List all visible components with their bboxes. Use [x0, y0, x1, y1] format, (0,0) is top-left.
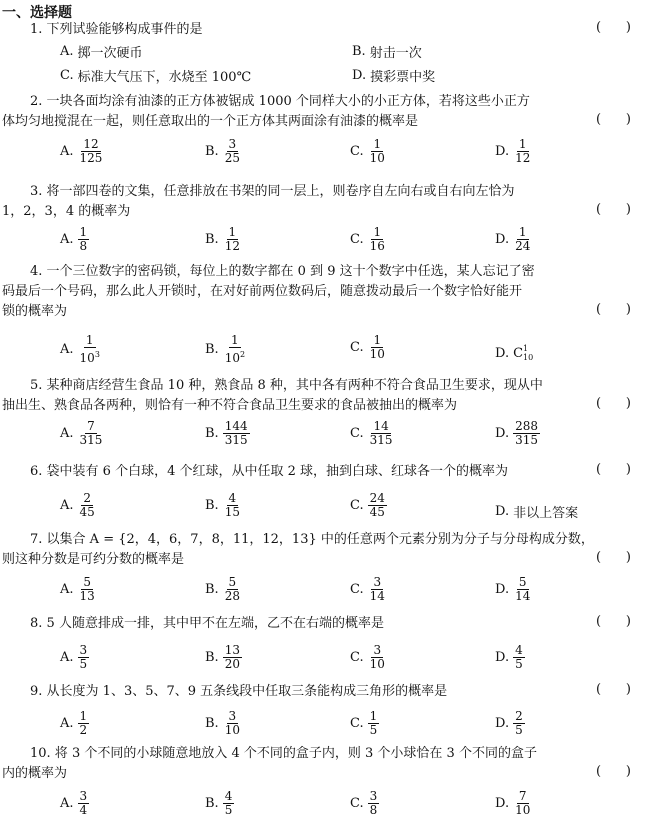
fraction-numerator: 2 [515, 709, 523, 723]
option-letter: D. [495, 232, 510, 247]
denominator-value: 12 [515, 151, 531, 165]
fraction-numerator: 2 [83, 491, 91, 505]
question-7-stem-line-1: 7. 以集合 A = {2，4，6，7，8，11，12，13} 中的任意两个元素分别为分子与分母构成分数， [30, 532, 594, 547]
fraction-denominator [368, 804, 380, 817]
denominator-value: 10 [369, 347, 385, 361]
fraction [368, 576, 387, 603]
fraction-denominator [223, 590, 242, 603]
fraction [513, 420, 540, 447]
option-letter: C. [60, 68, 74, 83]
question-5-stem-line-1: 5. 某种商店经营生食品 10 种，熟食品 8 种，其中各有两种不符合食品卫生要求，现从中 [30, 378, 543, 393]
option-letter: B. [205, 716, 219, 731]
option-letter: D. [495, 144, 510, 159]
denominator-value: 25 [224, 151, 240, 165]
option-letter: A. [60, 44, 74, 59]
denominator-value: 2 [79, 723, 88, 737]
fraction-denominator [513, 724, 525, 737]
option-d[interactable] [495, 710, 525, 737]
fraction [223, 492, 242, 519]
denominator-exponent: 2 [239, 350, 246, 359]
question-9-stem [0, 682, 640, 702]
question-4-stem-line-2: 码最后一个号码，那么此人开锁时，在对好前两位数码后，随意拨动最后一个数字恰好能开 [2, 284, 523, 299]
fraction-numerator: 12 [83, 137, 99, 151]
question-4-stem-line-3: 锁的概率为 [2, 304, 68, 319]
fraction-denominator [513, 152, 532, 165]
option-c[interactable] [350, 576, 387, 603]
fraction [223, 710, 242, 737]
fraction-numerator: 3 [369, 789, 378, 803]
fraction [223, 576, 242, 603]
option-a[interactable] [60, 710, 89, 737]
option-letter: B. [205, 426, 219, 441]
option-b[interactable] [205, 138, 242, 165]
fraction-numerator: 5 [83, 575, 91, 589]
option-b[interactable] [205, 644, 242, 671]
fraction-denominator [513, 240, 532, 253]
fraction-numerator: 3 [79, 789, 88, 803]
denominator-value: 5 [79, 657, 88, 671]
denominator-value: 10 [369, 151, 385, 165]
option-b[interactable] [205, 492, 242, 519]
fraction-numerator: 1 [79, 709, 88, 723]
fraction-denominator [223, 658, 242, 671]
combination-subscript: 10 [523, 353, 534, 362]
denominator-exponent: 3 [94, 350, 100, 359]
fraction-numerator: 7 [518, 789, 527, 803]
fraction-denominator [78, 658, 90, 671]
denominator-value: 20 [224, 657, 240, 671]
option-letter: C. [350, 340, 364, 355]
option-c[interactable] [350, 226, 387, 253]
question-10-stem-line-2: 内的概率为 [2, 766, 68, 781]
fraction [513, 226, 532, 253]
fraction-denominator [78, 590, 97, 603]
combination-superscript: 1 [523, 344, 529, 353]
denominator-value: 5 [515, 723, 523, 737]
denominator-value: 45 [79, 505, 95, 519]
fraction-numerator: 24 [369, 491, 385, 505]
option-letter: A. [60, 796, 74, 811]
question-4-stem [0, 262, 640, 322]
fraction [223, 226, 242, 253]
fraction [368, 420, 395, 447]
option-c[interactable] [350, 138, 387, 165]
question-8-stem-line-1: 8. 5 人随意排成一排，其中甲不在左端，乙不在右端的概率是 [30, 616, 384, 631]
fraction-numerator: 144 [224, 419, 248, 433]
fraction-denominator [223, 240, 242, 253]
option-letter: B. [205, 582, 219, 597]
option-letter: C. [350, 582, 364, 597]
combination-indices [523, 344, 533, 362]
denominator-value: 4 [79, 803, 88, 817]
option-a[interactable] [60, 226, 89, 253]
fraction-numerator: 7 [87, 419, 95, 433]
option-text: 非以上答案 [513, 506, 579, 521]
option-a[interactable] [60, 334, 102, 365]
fraction-numerator: 13 [224, 643, 240, 657]
option-letter: A. [60, 650, 74, 665]
question-10-stem-line-1: 10. 将 3 个不同的小球随意地放入 4 个不同的盒子内，则 3 个小球恰在 3 个不同的盒子 [30, 746, 537, 761]
fraction [368, 492, 387, 519]
denominator-value: 5 [224, 803, 233, 817]
fraction [368, 790, 380, 817]
option-d[interactable] [352, 66, 435, 85]
fraction-denominator [368, 434, 395, 447]
fraction-numerator: 5 [228, 575, 237, 589]
option-c[interactable] [60, 66, 251, 85]
option-letter: B. [352, 44, 366, 59]
answer-blank[interactable]: ( ) [596, 614, 631, 629]
option-letter: B. [205, 232, 219, 247]
fraction [513, 790, 532, 817]
fraction [78, 710, 90, 737]
fraction [223, 644, 242, 671]
fraction-denominator [223, 804, 235, 817]
question-3-stem [0, 182, 640, 222]
option-letter: D. [495, 582, 510, 597]
denominator-value: 45 [369, 505, 385, 519]
fraction-numerator: 3 [373, 643, 382, 657]
option-letter: A. [60, 426, 74, 441]
option-d[interactable] [495, 502, 578, 521]
answer-blank[interactable]: ( ) [596, 396, 631, 411]
fraction-numerator: 5 [518, 575, 527, 589]
denominator-value: 315 [369, 433, 393, 447]
fraction-numerator: 288 [515, 419, 538, 433]
option-b[interactable] [352, 42, 422, 61]
option-letter: A. [60, 716, 74, 731]
option-letter: C. [350, 650, 364, 665]
denominator-value: 10 [224, 351, 240, 365]
option-a[interactable] [60, 576, 97, 603]
option-letter: D. [495, 345, 510, 361]
fraction [513, 710, 525, 737]
answer-blank[interactable]: ( ) [596, 462, 631, 477]
fraction [223, 334, 247, 365]
option-c[interactable] [350, 790, 379, 817]
option-letter: C. [350, 426, 364, 441]
denominator-value: 8 [369, 803, 378, 817]
fraction [78, 576, 97, 603]
question-1-stem-line-1: 1. 下列试验能够构成事件的是 [30, 22, 203, 37]
denominator-value: 10 [515, 803, 531, 817]
fraction-denominator [368, 152, 387, 165]
fraction-denominator [223, 724, 242, 737]
option-b[interactable] [205, 790, 234, 817]
option-letter: C. [350, 796, 364, 811]
fraction-denominator [368, 724, 380, 737]
fraction-denominator [78, 804, 90, 817]
option-a[interactable] [60, 790, 89, 817]
fraction [78, 334, 102, 365]
fraction-numerator: 1 [85, 333, 94, 347]
answer-blank[interactable]: ( ) [596, 112, 631, 127]
fraction-denominator [368, 348, 387, 361]
fraction [513, 576, 532, 603]
fraction [78, 420, 105, 447]
fraction-numerator: 1 [373, 137, 382, 151]
option-text: C [513, 345, 524, 361]
denominator-value: 125 [79, 151, 103, 165]
denominator-value: 13 [79, 589, 95, 603]
answer-blank[interactable]: ( ) [596, 550, 631, 565]
fraction-denominator [223, 506, 242, 519]
option-d[interactable] [495, 420, 540, 447]
fraction-numerator: 1 [79, 225, 88, 239]
option-letter: C. [350, 144, 364, 159]
fraction-denominator [513, 804, 532, 817]
answer-blank[interactable]: ( ) [596, 20, 631, 35]
option-letter: A. [60, 498, 74, 513]
question-3-stem-line-2: 1，2，3，4 的概率为 [2, 204, 131, 219]
option-letter: B. [205, 144, 219, 159]
fraction [223, 420, 250, 447]
option-b[interactable] [205, 226, 242, 253]
option-c[interactable] [350, 710, 379, 737]
fraction-denominator [223, 434, 250, 447]
denominator-value: 315 [79, 433, 103, 447]
option-text: 摸彩票中奖 [370, 70, 436, 85]
fraction [78, 790, 90, 817]
fraction [368, 226, 387, 253]
fraction-denominator [368, 658, 387, 671]
option-text: 标准大气压下，水烧至 100℃ [77, 70, 252, 85]
fraction-numerator: 3 [228, 137, 237, 151]
denominator-value: 10 [369, 657, 385, 671]
fraction [368, 334, 387, 361]
option-letter: D. [495, 504, 510, 519]
fraction-numerator: 3 [79, 643, 88, 657]
fraction [223, 138, 242, 165]
answer-blank[interactable]: ( ) [596, 302, 631, 317]
option-c[interactable] [350, 492, 387, 519]
fraction-denominator [78, 434, 105, 447]
fraction-denominator [223, 348, 247, 365]
denominator-value: 10 [224, 723, 240, 737]
option-letter: A. [60, 582, 74, 597]
fraction-denominator [78, 152, 105, 165]
denominator-value: 8 [79, 239, 88, 253]
denominator-value: 5 [369, 723, 378, 737]
fraction-denominator [78, 348, 102, 365]
fraction [78, 138, 105, 165]
option-c[interactable] [350, 334, 387, 361]
fraction-numerator: 1 [231, 333, 239, 347]
fraction-denominator [513, 434, 540, 447]
fraction [78, 226, 90, 253]
fraction [368, 138, 387, 165]
question-2-stem-line-1: 2. 一块各面均涂有油漆的正方体被锯成 1000 个同样大小的小正方体，若将这些小正方 [30, 94, 530, 109]
option-a[interactable] [60, 420, 104, 447]
fraction-denominator [513, 658, 525, 671]
fraction [223, 790, 235, 817]
answer-blank[interactable]: ( ) [596, 764, 631, 779]
fraction-denominator [368, 240, 387, 253]
option-d[interactable] [495, 138, 532, 165]
fraction [513, 644, 525, 671]
denominator-value: 15 [224, 505, 240, 519]
option-text: 射击一次 [369, 46, 422, 61]
question-5-stem [0, 376, 640, 416]
fraction-numerator: 4 [224, 789, 233, 803]
question-2-stem [0, 92, 640, 132]
option-d[interactable] [495, 344, 533, 362]
option-letter: B. [205, 498, 219, 513]
option-letter: A. [60, 232, 74, 247]
fraction-denominator [368, 506, 387, 519]
fraction [78, 492, 97, 519]
option-d[interactable] [495, 226, 532, 253]
option-letter: B. [205, 342, 219, 357]
option-letter: A. [60, 144, 74, 159]
question-5-stem-line-2: 抽出生、熟食品各两种，则恰有一种不符合食品卫生要求的食品被抽出的概率为 [2, 398, 458, 413]
option-d[interactable] [495, 790, 532, 817]
option-d[interactable] [495, 576, 532, 603]
question-9-stem-line-1: 9. 从长度为 1、3、5、7、9 五条线段中任取三条能构成三角形的概率是 [30, 684, 448, 699]
fraction-denominator [78, 724, 90, 737]
option-b[interactable] [205, 576, 242, 603]
denominator-value: 24 [515, 239, 531, 253]
fraction-denominator [78, 240, 90, 253]
denominator-value: 14 [369, 589, 385, 603]
question-6-stem [0, 462, 640, 482]
question-2-stem-line-2: 体均匀地搅混在一起，则任意取出的一个正方体其两面涂有油漆的概率是 [2, 114, 419, 129]
option-a[interactable] [60, 644, 89, 671]
option-a[interactable] [60, 42, 143, 61]
question-8-stem [0, 614, 640, 634]
denominator-value: 28 [224, 589, 240, 603]
option-letter: D. [495, 650, 510, 665]
question-7-stem [0, 530, 640, 570]
answer-blank[interactable]: ( ) [596, 202, 631, 217]
fraction [513, 138, 532, 165]
option-letter: B. [205, 796, 219, 811]
fraction-denominator [513, 590, 532, 603]
option-letter: D. [495, 426, 510, 441]
question-4-stem-line-1: 4. 一个三位数字的密码锁，每位上的数字都在 0 到 9 这十个数字中任选，某人忘记了密 [30, 264, 535, 279]
option-a[interactable] [60, 138, 104, 165]
denominator-value: 12 [224, 239, 240, 253]
fraction [368, 710, 380, 737]
question-3-stem-line-1: 3. 将一部四卷的文集，任意排放在书架的同一层上，则卷序自左向右或自右向左恰为 [30, 184, 515, 199]
question-1-stem [0, 20, 640, 40]
fraction-numerator: 14 [373, 419, 389, 433]
option-letter: C. [350, 716, 364, 731]
option-letter: A. [60, 342, 74, 357]
option-letter: C. [350, 498, 364, 513]
fraction-denominator [368, 590, 387, 603]
option-b[interactable] [205, 710, 242, 737]
section-title: 一、选择题 [2, 5, 72, 21]
fraction-numerator: 1 [228, 225, 237, 239]
option-c[interactable] [350, 420, 395, 447]
fraction-numerator: 1 [518, 225, 527, 239]
denominator-value: 315 [224, 433, 248, 447]
option-text: 掷一次硬币 [77, 46, 143, 61]
fraction-numerator: 3 [228, 709, 237, 723]
fraction [368, 644, 387, 671]
denominator-value: 315 [515, 433, 538, 447]
option-letter: D. [352, 68, 367, 83]
option-letter: D. [495, 716, 510, 731]
option-letter: C. [350, 232, 364, 247]
fraction-numerator: 4 [515, 643, 523, 657]
option-b[interactable] [205, 420, 250, 447]
fraction-numerator: 1 [369, 709, 378, 723]
question-6-stem-line-1: 6. 袋中装有 6 个白球，4 个红球，从中任取 2 球，抽到白球、红球各一个的概率为 [30, 464, 509, 479]
denominator-value: 16 [369, 239, 385, 253]
fraction-numerator: 1 [518, 137, 527, 151]
fraction [78, 644, 90, 671]
fraction-numerator: 1 [373, 333, 382, 347]
fraction-numerator: 3 [373, 575, 382, 589]
denominator-value: 10 [79, 351, 95, 365]
option-letter: D. [495, 796, 510, 811]
option-a[interactable] [60, 492, 97, 519]
denominator-value: 5 [515, 657, 523, 671]
fraction-numerator: 4 [228, 491, 237, 505]
option-d[interactable] [495, 644, 525, 671]
option-b[interactable] [205, 334, 247, 365]
option-letter: B. [205, 650, 219, 665]
fraction-denominator [223, 152, 242, 165]
question-10-stem [0, 744, 640, 784]
answer-blank[interactable]: ( ) [596, 682, 631, 697]
option-c[interactable] [350, 644, 387, 671]
denominator-value: 14 [515, 589, 531, 603]
question-7-stem-line-2: 则这种分数是可约分数的概率是 [2, 552, 185, 567]
fraction-denominator [78, 506, 97, 519]
fraction-numerator: 1 [373, 225, 382, 239]
